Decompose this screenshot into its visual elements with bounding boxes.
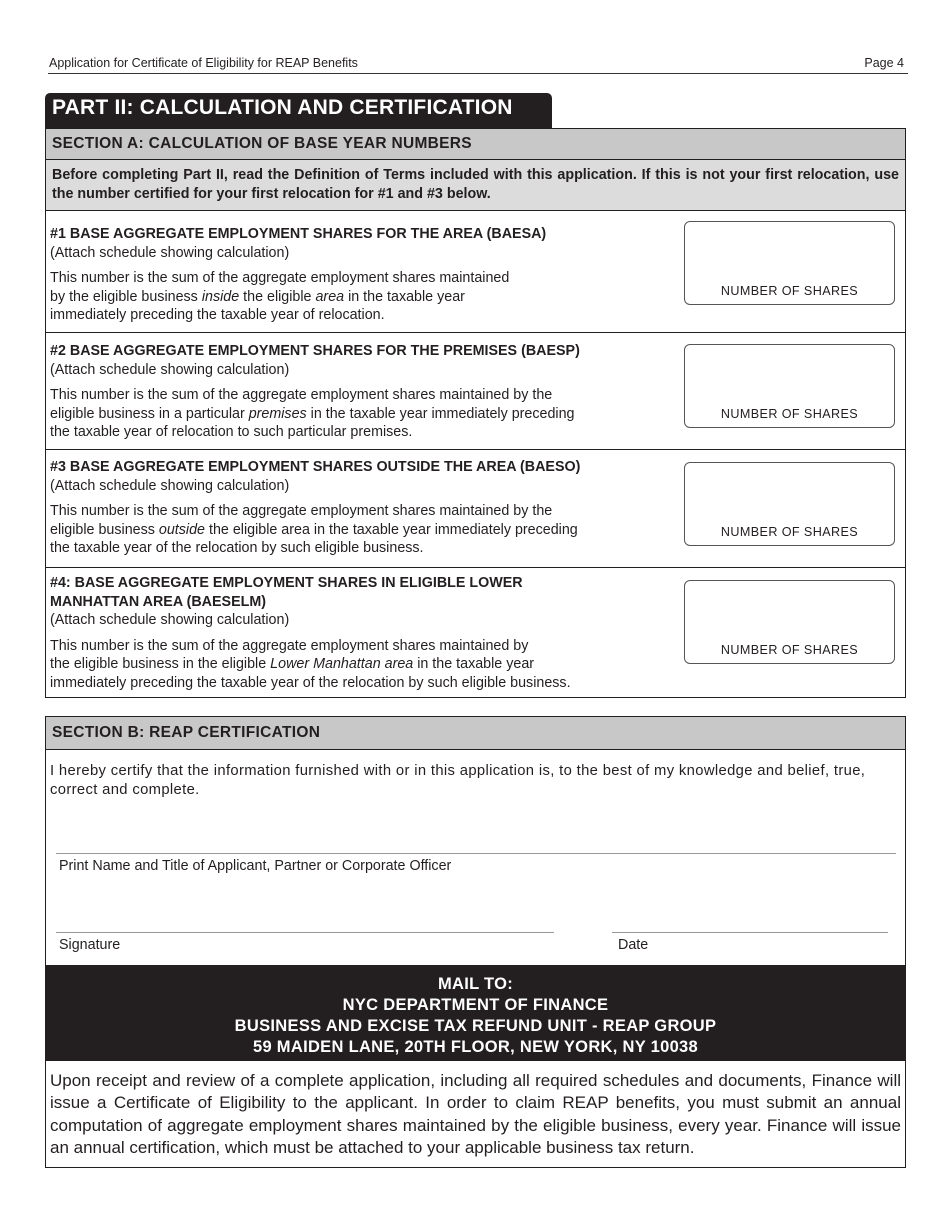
item-title: #2 BASE AGGREGATE EMPLOYMENT SHARES FOR THE PREMISES (BAESP) — [50, 343, 580, 359]
name-title-label: Print Name and Title of Applicant, Partner or Corporate Officer — [59, 858, 452, 874]
section-a-note: Before completing Part II, read the Definition of Terms included with this application. If this is not your first relocation, use the number certified for your first relocation for #1 and #3 below. — [46, 160, 905, 211]
mail-to-label: MAIL TO: — [437, 975, 514, 993]
item-baeso — [46, 450, 905, 568]
mailing-address-banner — [45, 965, 906, 1061]
item-subtitle: (Attach schedule showing calculation) — [50, 361, 290, 378]
section-b — [45, 716, 906, 1168]
department-name: NYC DEPARTMENT OF FINANCE — [342, 996, 609, 1014]
page-header — [48, 56, 908, 74]
shares-label: NUMBER OF SHARES — [720, 642, 859, 657]
shares-label: NUMBER OF SHARES — [720, 524, 859, 539]
shares-input-baeselm[interactable] — [684, 580, 895, 664]
item-baesa — [46, 211, 905, 333]
closing-instructions: Upon receipt and review of a complete application, including all required schedules and documents, Finance will issue a Certificate of Eligibility to the applicant. In order to claim REAP benefits, you must submit an annual computation of aggregate employment shares maintained by the eligible business, every year. Finance will issue an annual certification, which must be attached to your applicable business tax return. — [50, 1071, 901, 1158]
part-title: PART II: CALCULATION AND CERTIFICATION — [45, 93, 552, 129]
page-number: Page 4 — [864, 56, 904, 70]
item-title-line-1: #4: BASE AGGREGATE EMPLOYMENT SHARES IN ELIGIBLE LOWER — [50, 575, 523, 591]
shares-label: NUMBER OF SHARES — [720, 283, 859, 298]
item-title-line-2: MANHATTAN AREA (BAESELM) — [50, 593, 267, 610]
item-description: This number is the sum of the aggregate employment shares maintained by the eligible business outside the eligible area in the taxable year immediately preceding the taxable year of the relocation by such eligible business. — [50, 503, 578, 556]
shares-label: NUMBER OF SHARES — [720, 406, 859, 421]
mailing-address: 59 MAIDEN LANE, 20TH FLOOR, NEW YORK, NY 10038 — [252, 1038, 699, 1056]
signature-field[interactable] — [56, 932, 554, 933]
item-subtitle: (Attach schedule showing calculation) — [50, 244, 290, 261]
item-baeselm — [46, 568, 905, 697]
shares-input-baesa[interactable] — [684, 221, 895, 305]
section-a-title: SECTION A: CALCULATION OF BASE YEAR NUMBERS — [46, 129, 905, 160]
item-description: This number is the sum of the aggregate employment shares maintained by the eligible business in the eligible Lower Manhattan area in the taxable year immediately preceding the taxable year of the relocation by such eligible business. — [50, 637, 571, 691]
item-description: This number is the sum of the aggregate employment shares maintained by the eligible business in a particular premises in the taxable year immediately preceding the taxable year of relocation to such particular premises. — [50, 387, 575, 440]
item-description: This number is the sum of the aggregate employment shares maintained by the eligible business inside the eligible area in the taxable year immediately preceding the taxable year of relocation. — [50, 270, 510, 323]
item-title: #3 BASE AGGREGATE EMPLOYMENT SHARES OUTSIDE THE AREA (BAESO) — [50, 459, 581, 475]
shares-input-baesp[interactable] — [684, 344, 895, 428]
section-a — [45, 128, 906, 698]
item-baesp — [46, 333, 905, 450]
date-field[interactable] — [612, 932, 888, 933]
section-b-title: SECTION B: REAP CERTIFICATION — [46, 717, 905, 750]
date-label: Date — [618, 937, 649, 953]
item-title: #1 BASE AGGREGATE EMPLOYMENT SHARES FOR THE AREA (BAESA) — [50, 226, 547, 242]
item-subtitle: (Attach schedule showing calculation) — [50, 477, 290, 494]
name-title-field[interactable] — [56, 853, 896, 854]
signature-label: Signature — [59, 937, 121, 953]
unit-name: BUSINESS AND EXCISE TAX REFUND UNIT - REAP GROUP — [234, 1017, 717, 1035]
certification-statement: I hereby certify that the information furnished with or in this application is, to the best of my knowledge and belief, true, correct and complete. — [50, 763, 866, 798]
shares-input-baeso[interactable] — [684, 462, 895, 546]
form-title: Application for Certificate of Eligibility for REAP Benefits — [49, 56, 358, 70]
item-subtitle: (Attach schedule showing calculation) — [50, 612, 290, 628]
